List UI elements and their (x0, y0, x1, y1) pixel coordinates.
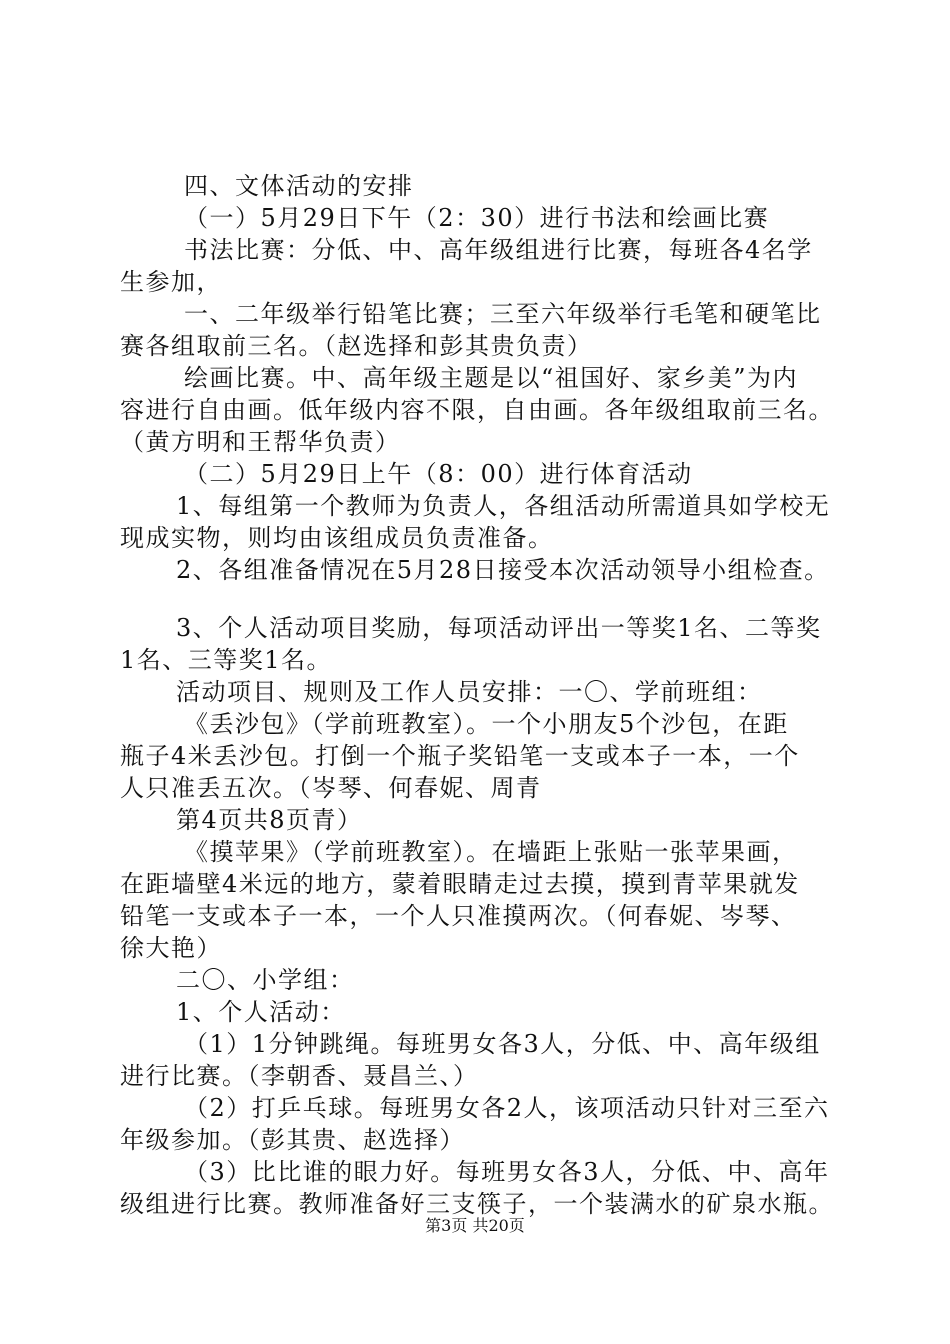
paragraph-line: 1、每组第一个教师为负责人，各组活动所需道具如学校无 (176, 492, 831, 520)
paragraph-line: 1名、三等奖1名。 (120, 646, 333, 674)
paragraph-line: 《丢沙包》（学前班教室）。一个小朋友5个沙包，在距 (184, 710, 789, 738)
paragraph-line: 徐大艳） (120, 934, 222, 962)
paragraph-line: 瓶子4米丢沙包。打倒一个瓶子奖铅笔一支或本子一本，一个 (120, 742, 800, 770)
paragraph-line: 铅笔一支或本子一本，一个人只准摸两次。（何春妮、岑琴、 (120, 902, 797, 930)
paragraph-line: 书法比赛：分低、中、高年级组进行比赛，每班各4名学 (184, 236, 813, 264)
paragraph-line: 活动项目、规则及工作人员安排：一〇、学前班组： (176, 678, 763, 706)
paragraph-line: 现成实物，则均由该组成员负责准备。 (120, 524, 554, 552)
section-heading: 四、文体活动的安排 (184, 172, 414, 200)
paragraph-line: 3、个人活动项目奖励，每项活动评出一等奖1名、二等奖 (176, 614, 822, 642)
paragraph-line: 进行比赛。（李朝香、聂昌兰、） (120, 1062, 479, 1090)
paragraph-line: 2、各组准备情况在5月28日接受本次活动领导小组检查。 (176, 556, 830, 584)
paragraph-line: 赛各组取前三名。（赵选择和彭其贵负责） (120, 332, 593, 360)
page-footer: 第3页 共20页 (425, 1216, 525, 1235)
paragraph-line: （3）比比谁的眼力好。每班男女各3人，分低、中、高年 (184, 1158, 830, 1186)
blank-line (120, 586, 855, 612)
subsection-heading: （一）5月29日下午（2：30）进行书法和绘画比赛 (184, 204, 770, 232)
paragraph-line: 绘画比赛。中、高年级主题是以“祖国好、家乡美”为内 (184, 364, 799, 392)
paragraph-line: 1、个人活动： (176, 998, 346, 1026)
paragraph-line: （黄方明和王帮华负责） (120, 428, 401, 456)
subsection-heading: （二）5月29日上午（8：00）进行体育活动 (184, 460, 693, 488)
paragraph-line: 人只准丢五次。（岑琴、何春妮、周青 (120, 774, 542, 802)
paragraph-line: 一、二年级举行铅笔比赛；三至六年级举行毛笔和硬笔比 (184, 300, 822, 328)
paragraph-line: （2）打乒乓球。每班男女各2人，该项活动只针对三至六 (184, 1094, 830, 1122)
subsection-heading: 二〇、小学组： (176, 966, 355, 994)
paragraph-line: 《摸苹果》（学前班教室）。在墙距上张贴一张苹果画， (184, 838, 798, 866)
document-body (120, 170, 855, 1220)
paragraph-line: 年级参加。（彭其贵、赵选择） (120, 1126, 465, 1154)
paragraph-line: 第4页共8页青） (176, 806, 363, 834)
paragraph-line: 生参加， (120, 268, 222, 296)
paragraph-line: 容进行自由画。低年级内容不限，自由画。各年级组取前三名。 (120, 396, 834, 424)
paragraph-line: 级组进行比赛。教师准备好三支筷子，一个装满水的矿泉水瓶。 (120, 1190, 834, 1218)
paragraph-line: 在距墙壁4米远的地方，蒙着眼睛走过去摸，摸到青苹果就发 (120, 870, 800, 898)
paragraph-line: （1）1分钟跳绳。每班男女各3人，分低、中、高年级组 (184, 1030, 821, 1058)
